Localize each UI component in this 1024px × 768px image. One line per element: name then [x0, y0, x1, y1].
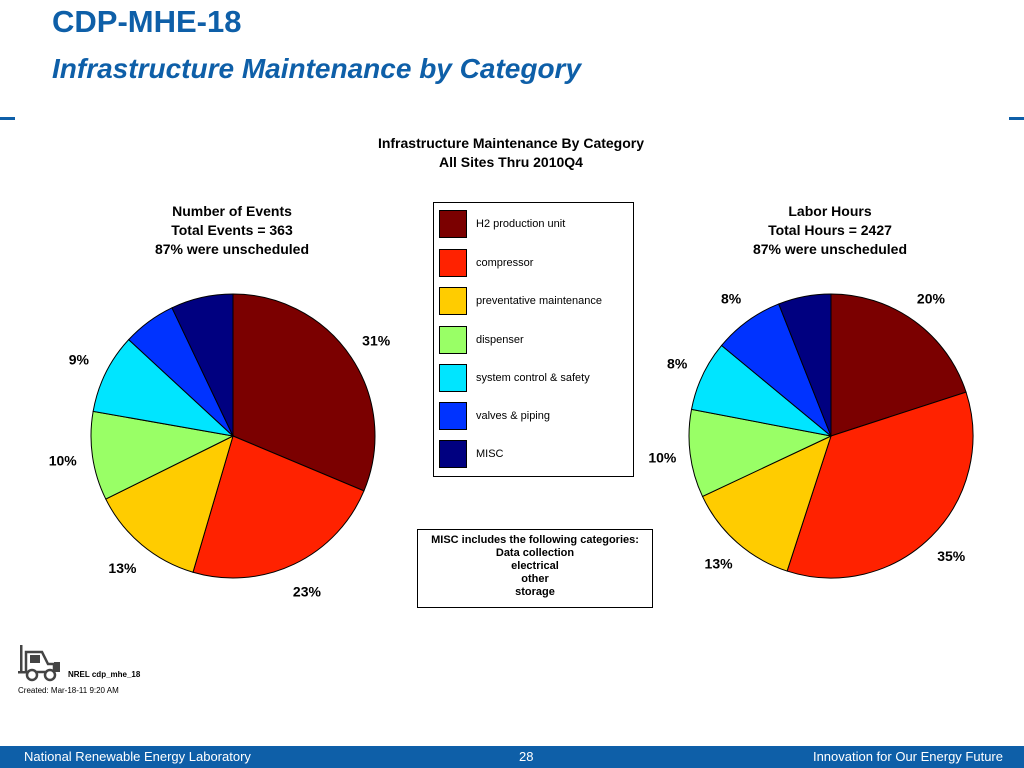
slide-subtitle: Infrastructure Maintenance by Category: [52, 53, 582, 84]
hours-heading-line-3: 87% were unscheduled: [752, 241, 908, 257]
hours-heading-line-2: Total Hours = 2427: [768, 222, 892, 238]
legend-swatch: [439, 210, 467, 238]
legend-label: H2 production unit: [476, 218, 566, 230]
legend-item-valves-piping: [439, 402, 629, 432]
footer-tagline: Innovation for Our Energy Future: [812, 749, 1003, 764]
legend-label: valves & piping: [476, 410, 550, 422]
events-pie-data-label: 10%: [48, 452, 77, 469]
legend-item-misc: [439, 440, 629, 470]
legend-item-h2-production-unit: [439, 210, 629, 240]
footer-bar: [0, 746, 1024, 768]
legend-label: dispenser: [476, 334, 524, 346]
events-pie-data-label: 31%: [362, 332, 391, 349]
legend-item-system-control-safety: [439, 364, 629, 394]
footer-page-number: 28: [519, 749, 534, 764]
misc-note-box: [417, 529, 653, 608]
legend-item-compressor: [439, 249, 629, 279]
hours-heading-line-1: Labor Hours: [788, 203, 872, 219]
document-id: NREL cdp_mhe_18: [68, 670, 141, 679]
misc-note-item: electrical: [511, 560, 559, 572]
hours-pie-data-label: 13%: [704, 555, 733, 572]
events-heading-line-1: Number of Events: [172, 203, 292, 219]
hours-pie-data-label: 20%: [916, 290, 945, 307]
hours-pie-data-label: 8%: [667, 355, 688, 372]
legend-swatch: [439, 402, 467, 430]
chart-title: Infrastructure Maintenance By Category: [377, 135, 645, 151]
hours-pie-data-label: 10%: [648, 449, 677, 466]
legend-label: MISC: [476, 448, 504, 460]
forklift-icon: [18, 644, 62, 684]
legend-swatch: [439, 364, 467, 392]
events-heading-line-3: 87% were unscheduled: [154, 241, 310, 257]
legend-swatch: [439, 326, 467, 354]
events-pie-data-label: 9%: [68, 351, 90, 368]
misc-note-heading: MISC includes the following categories:: [431, 534, 639, 546]
legend-label: system control & safety: [476, 372, 590, 384]
legend-swatch: [439, 440, 467, 468]
events-pie-data-label: 23%: [292, 583, 321, 600]
footer-organization: National Renewable Energy Laboratory: [24, 749, 251, 764]
events-heading-line-2: Total Events = 363: [171, 222, 293, 238]
hours-pie-data-label: 8%: [720, 290, 742, 307]
misc-note-item: other: [521, 573, 549, 585]
misc-note-item: Data collection: [495, 547, 575, 559]
chart-legend: [433, 202, 634, 477]
legend-label: compressor: [476, 257, 534, 269]
legend-swatch: [439, 249, 467, 277]
legend-item-preventative-maintenance: [439, 287, 629, 317]
misc-note-item: storage: [515, 586, 555, 598]
legend-swatch: [439, 287, 467, 315]
slide-title: CDP-MHE-18: [52, 4, 242, 39]
legend-item-dispenser: [439, 326, 629, 356]
created-timestamp: Created: Mar-18-11 9:20 AM: [18, 686, 119, 695]
chart-subtitle: All Sites Thru 2010Q4: [439, 154, 583, 170]
legend-label: preventative maintenance: [476, 295, 602, 307]
hours-pie-data-label: 35%: [937, 548, 966, 565]
events-pie-data-label: 13%: [108, 559, 137, 576]
